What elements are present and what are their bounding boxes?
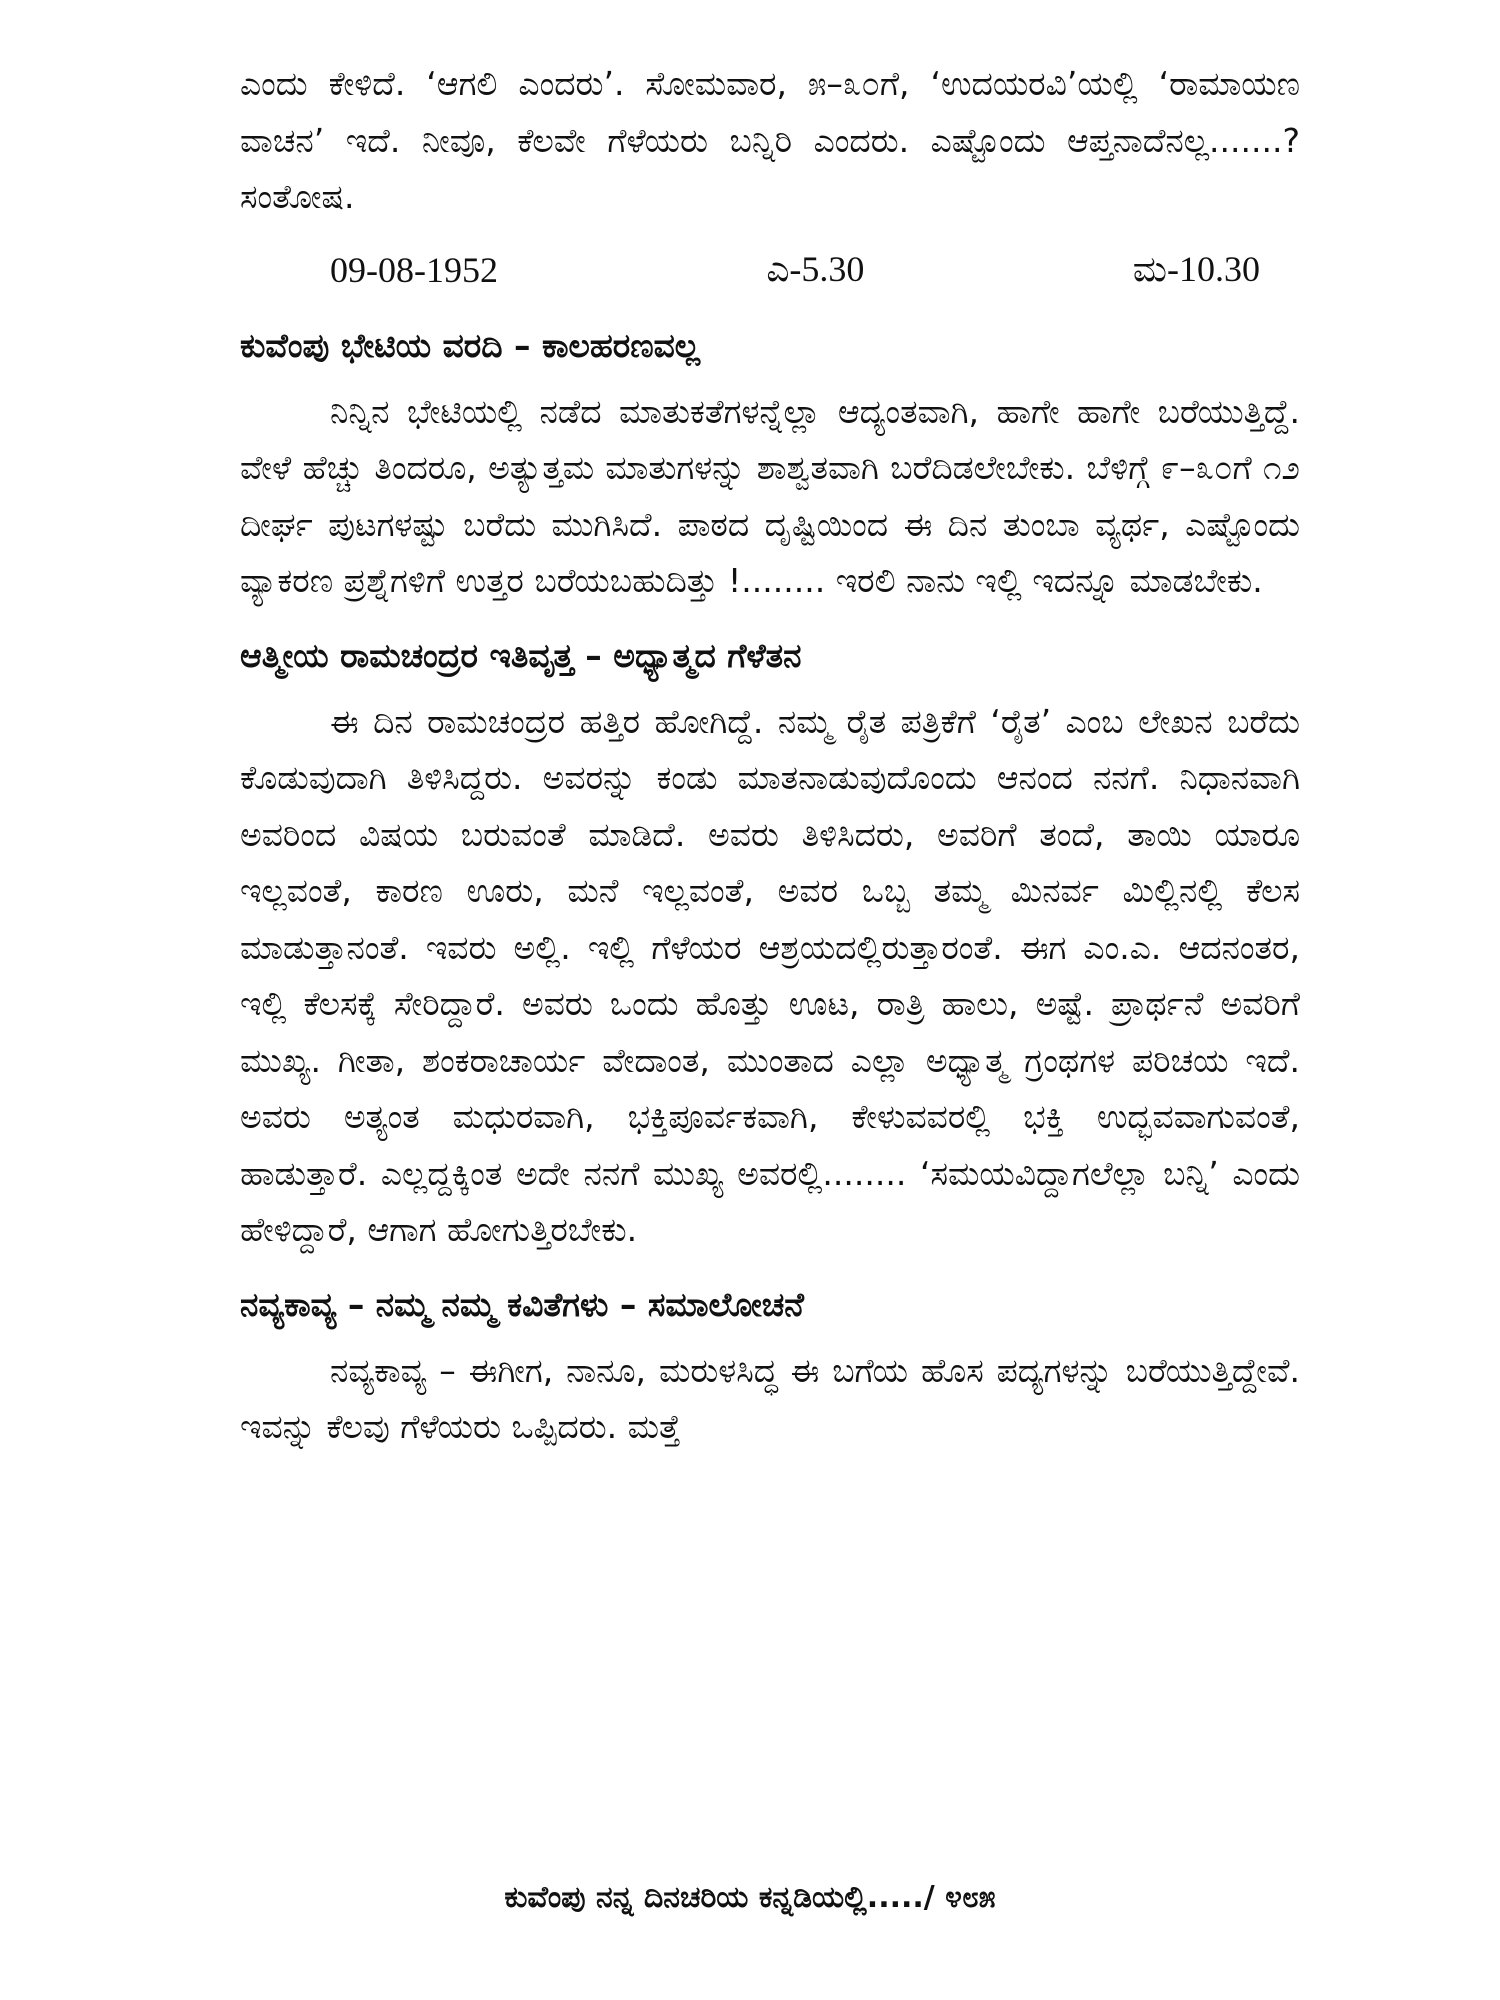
diary-dateline bbox=[240, 240, 1300, 300]
paragraph-navya-kavya: ನವ್ಯಕಾವ್ಯ – ಈಗೀಗ, ನಾನೂ, ಮರುಳಸಿದ್ಧ ಈ ಬಗೆಯ ಹೊಸ ಪದ್ಯಗಳನ್ನು ಬರೆಯುತ್ತಿದ್ದೇವೆ. ಇವನ್ನು ಕೆಲವು ಗೆಳೆಯರು ಒಪ್ಪಿದರು. ಮತ್ತೆ bbox=[240, 1350, 1300, 1446]
page-footer: ಕುವೆಂಪು ನನ್ನ ದಿನಚರಿಯ ಕನ್ನಡಿಯಲ್ಲಿ...../ ೪೮೫ bbox=[504, 1880, 996, 1915]
entry-date: 09-08-1952 bbox=[330, 249, 498, 290]
paragraph-kuvempu-visit: ನಿನ್ನಿನ ಭೇಟಿಯಲ್ಲಿ ನಡೆದ ಮಾತುಕತೆಗಳನ್ನೆಲ್ಲಾ ಆದ್ಯಂತವಾಗಿ, ಹಾಗೇ ಹಾಗೇ ಬರೆಯುತ್ತಿದ್ದೆ. ವೇಳೆ ಹೆಚ್ಚು ತಿಂದರೂ, ಅತ್ಯುತ್ತಮ ಮಾತುಗಳನ್ನು ಶಾಶ್ವತವಾಗಿ ಬರೆದಿಡಲೇಬೇಕು. ಬೆಳಿಗ್ಗೆ ೯–೩೦ಗೆ ೧೨ ದೀರ್ಘ ಪುಟಗಳಷ್ಟು ಬರೆದು ಮುಗಿಸಿದೆ. ಪಾಠದ ದೃಷ್ಟಿಯಿಂದ ಈ ದಿನ ತುಂಬಾ ವ್ಯರ್ಥ, ಎಷ್ಟೊಂದು ವ್ಯಾಕರಣ ಪ್ರಶ್ನೆಗಳಿಗೆ ಉತ್ತರ ಬರೆಯಬಹುದಿತ್ತು !........ ಇರಲಿ ನಾನು ಇಲ್ಲಿ ಇದನ್ನೂ ಮಾಡಬೇಕು. bbox=[240, 391, 1300, 600]
entry-evening-time: ಮ-10.30 bbox=[1132, 249, 1260, 289]
paragraph-ramachandra: ಈ ದಿನ ರಾಮಚಂದ್ರರ ಹತ್ತಿರ ಹೋಗಿದ್ದೆ. ನಮ್ಮ ರೈತ ಪತ್ರಿಕೆಗೆ ‘ರೈತ’ ಎಂಬ ಲೇಖನ ಬರೆದು ಕೊಡುವುದಾಗಿ ತಿಳಿಸಿದ್ದರು. ಅವರನ್ನು ಕಂಡು ಮಾತನಾಡುವುದೊಂದು ಆನಂದ ನನಗೆ. ನಿಧಾನವಾಗಿ ಅವರಿಂದ ವಿಷಯ ಬರುವಂತೆ ಮಾಡಿದೆ. ಅವರು ತಿಳಿಸಿದರು, ಅವರಿಗೆ ತಂದೆ, ತಾಯಿ ಯಾರೂ ಇಲ್ಲವಂತೆ, ಕಾರಣ ಊರು, ಮನೆ ಇಲ್ಲವಂತೆ, ಅವರ ಒಬ್ಬ ತಮ್ಮ ಮಿನರ್ವ ಮಿಲ್ಲಿನಲ್ಲಿ ಕೆಲಸ ಮಾಡುತ್ತಾನಂತೆ. ಇವರು ಅಲ್ಲಿ. ಇಲ್ಲಿ ಗೆಳೆಯರ ಆಶ್ರಯದಲ್ಲಿರುತ್ತಾರಂತೆ. ಈಗ ಎಂ.ಎ. ಆದನಂತರ, ಇಲ್ಲಿ ಕೆಲಸಕ್ಕೆ ಸೇರಿದ್ದಾರೆ. ಅವರು ಒಂದು ಹೊತ್ತು ಊಟ, ರಾತ್ರಿ ಹಾಲು, ಅಷ್ಟೆ. ಪ್ರಾರ್ಥನೆ ಅವರಿಗೆ ಮುಖ್ಯ. ಗೀತಾ, ಶಂಕರಾಚಾರ್ಯ ವೇದಾಂತ, ಮುಂತಾದ ಎಲ್ಲಾ ಅಧ್ಯಾತ್ಮ ಗ್ರಂಥಗಳ ಪರಿಚಯ ಇದೆ. ಅವರು ಅತ್ಯಂತ ಮಧುರವಾಗಿ, ಭಕ್ತಿಪೂರ್ವಕವಾಗಿ, ಕೇಳುವವರಲ್ಲಿ ಭಕ್ತಿ ಉದ್ಭವವಾಗುವಂತೆ, ಹಾಡುತ್ತಾರೆ. ಎಲ್ಲದ್ದಕ್ಕಿಂತ ಅದೇ ನನಗೆ ಮುಖ್ಯ ಅವರಲ್ಲಿ........ ‘ಸಮಯವಿದ್ದಾಗಲೆಲ್ಲಾ ಬನ್ನಿ’ ಎಂದು ಹೇಳಿದ್ದಾರೆ, ಆಗಾಗ ಹೋಗುತ್ತಿರಬೇಕು. bbox=[240, 701, 1300, 1249]
document-page bbox=[240, 56, 1300, 1456]
entry-morning-time: ಎ-5.30 bbox=[766, 249, 865, 289]
paragraph-continuation: ಎಂದು ಕೇಳಿದೆ. ‘ಆಗಲಿ ಎಂದರು’. ಸೋಮವಾರ, ೫–೩೦ಗೆ, ‘ಉದಯರವಿ’ಯಲ್ಲಿ ‘ರಾಮಾಯಣ ವಾಚನ’ ಇದೆ. ನೀವೂ, ಕೆಲವೇ ಗೆಳೆಯರು ಬನ್ನಿರಿ ಎಂದರು. ಎಷ್ಟೊಂದು ಆಪ್ತನಾದೆನಲ್ಲ.......? ಸಂತೋಷ. bbox=[240, 64, 1300, 216]
section-heading-kuvempu-visit: ಕುವೆಂಪು ಭೇಟಿಯ ವರದಿ – ಕಾಲಹರಣವಲ್ಲ bbox=[240, 325, 701, 365]
section-heading-ramachandra: ಆತ್ಮೀಯ ರಾಮಚಂದ್ರರ ಇತಿವೃತ್ತ – ಅಧ್ಯಾತ್ಮದ ಗೆಳೆತನ bbox=[240, 635, 802, 675]
section-heading-navya-kavya: ನವ್ಯಕಾವ್ಯ – ನಮ್ಮ ನಮ್ಮ ಕವಿತೆಗಳು – ಸಮಾಲೋಚನೆ bbox=[240, 1284, 804, 1324]
